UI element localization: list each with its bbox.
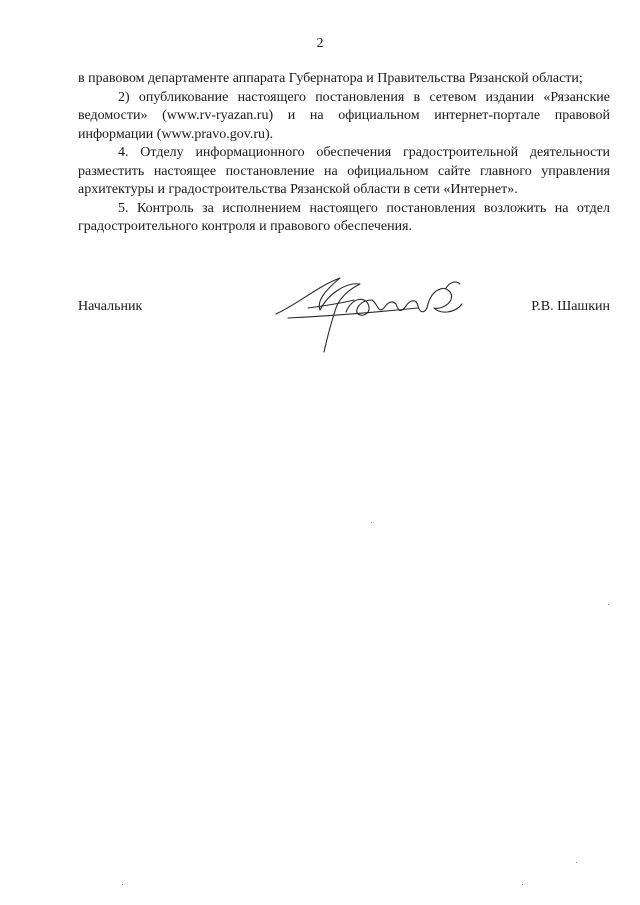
scan-speck xyxy=(576,862,577,863)
document-body xyxy=(78,70,610,237)
scan-speck xyxy=(371,522,372,523)
paragraph-item-2: 2) опубликование настоящего постановления в сетевом издании «Рязанские ведомости» (www.rv-ryazan.ru) и на официальном интернет-портале правовой информации (www.pravo.gov.ru). xyxy=(78,89,610,142)
signatory-position: Начальник xyxy=(78,299,143,314)
paragraph-item-4: 4. Отделу информационного обеспечения градостроительной деятельности разместить настоящее постановление на официальном сайте главного управления архитектуры и градостроительства Рязанской области в сети «Интернет». xyxy=(78,145,610,197)
scan-speck xyxy=(122,884,123,885)
signature-block xyxy=(78,296,610,356)
paragraph-item-5: 5. Контроль за исполнением настоящего постановления возложить на отдел градостроительного контроля и правового обеспечения. xyxy=(78,200,610,234)
scan-speck xyxy=(522,884,523,885)
paragraph-continuation: в правовом департаменте аппарата Губернатора и Правительства Рязанской области; xyxy=(78,71,583,86)
page-number: 2 xyxy=(316,36,324,51)
handwritten-signature xyxy=(268,274,468,356)
scan-speck xyxy=(608,604,609,605)
signatory-name: Р.В. Шашкин xyxy=(531,299,610,314)
